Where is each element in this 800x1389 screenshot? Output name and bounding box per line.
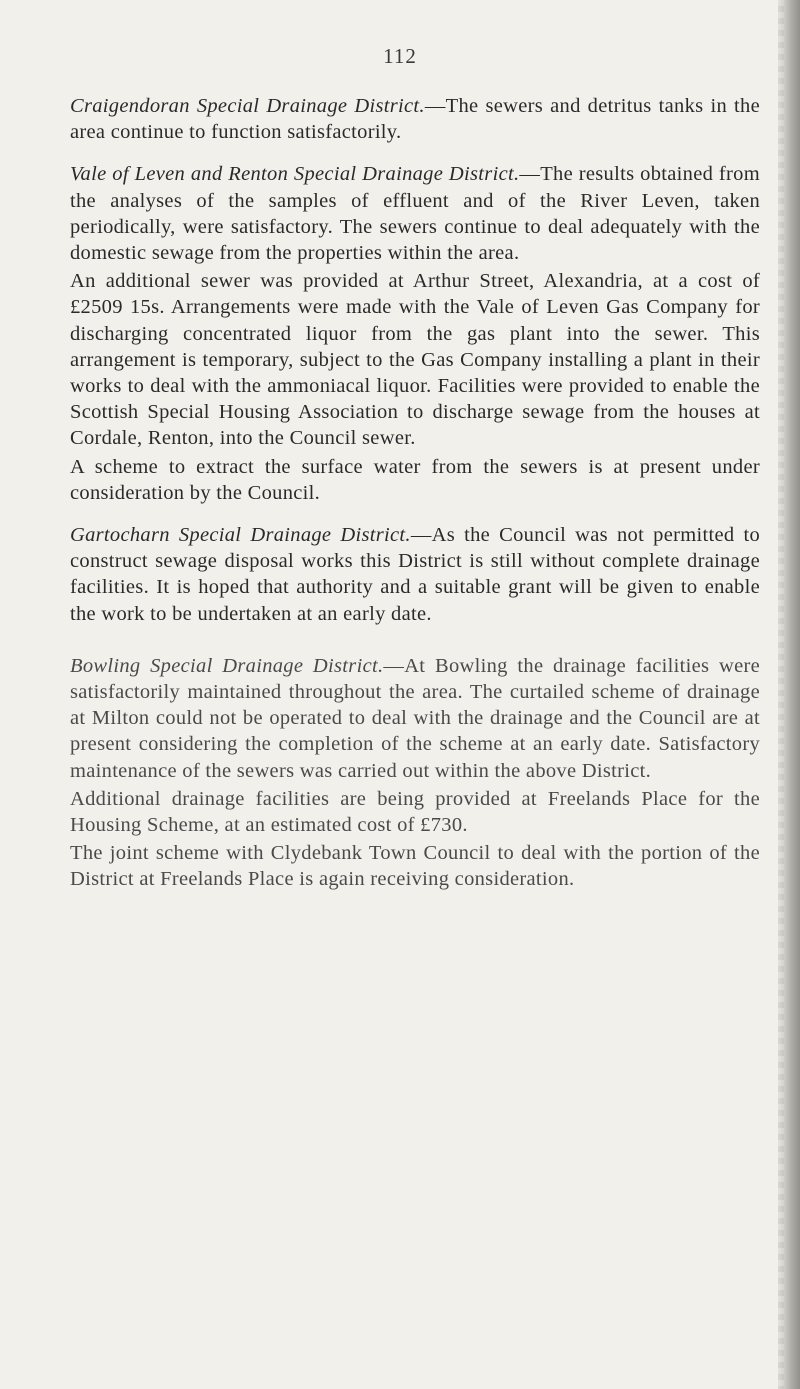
page-number: 112 [383,44,417,68]
section-text: —As the Council was not permitted to construct sewage disposal works this District is still without complete drainage facilities. It is hoped that authority and a suitable grant will be given to enable the work to be undertaken at an early date. [70,524,760,625]
paragraph: An additional sewer was provided at Arthur Street, Alexandria, at a cost of £2509 15s. Arrangements were made with the Vale of Leven Gas Company for discharging concentrated liquor from the gas plant into the sewer. This arrangement is temporary, subject to the Gas Company installing a plant in their works to deal with the ammoniacal liquor. Facilities were provided to enable the Scottish Special Housing Association to discharge sewage from the houses at Cordale, Renton, into the Council sewer. [70,270,760,450]
section-text: —The results obtained from the analyses of the samples of effluent and of the River Leven, taken periodically, were satisfactory. The sewers continue to deal adequately with the domestic sewage from the properties within the area. [70,163,760,265]
document-body [70,93,760,907]
section-gartocharn [70,522,760,627]
paragraph: The joint scheme with Clydebank Town Council to deal with the portion of the District at Freelands Place is again receiving consideration. [70,842,760,891]
section-craigendoran [70,93,760,145]
section-text: —At Bowling the drainage facilities were satisfactorily maintained throughout the area. The curtailed scheme of drainage at Milton could not be operated to deal with the drainage and the Council are at present considering the completion of the scheme at an early date. Satisfactory maintenance of the sewers was carried out within the above District. [70,654,761,782]
section-bowling [70,653,760,784]
section-vale-of-leven [70,161,760,266]
scan-edge-shadow [778,0,800,1389]
section-heading: Bowling Special Drainage District. [70,654,384,677]
paragraph: Additional drainage facilities are being provided at Freelands Place for the Housing Scheme, at an estimated cost of £730. [70,787,760,837]
section-heading: Gartocharn Special Drainage District. [70,524,411,547]
section-heading: Craigendoran Special Drainage District. [70,95,425,117]
section-text: —The sewers and detritus tanks in the area continue to function satisfactorily. [70,95,761,144]
paragraph: A scheme to extract the surface water from the sewers is at present under consideration by the Council. [70,455,760,504]
section-heading: Vale of Leven and Renton Special Drainage District. [70,163,520,186]
